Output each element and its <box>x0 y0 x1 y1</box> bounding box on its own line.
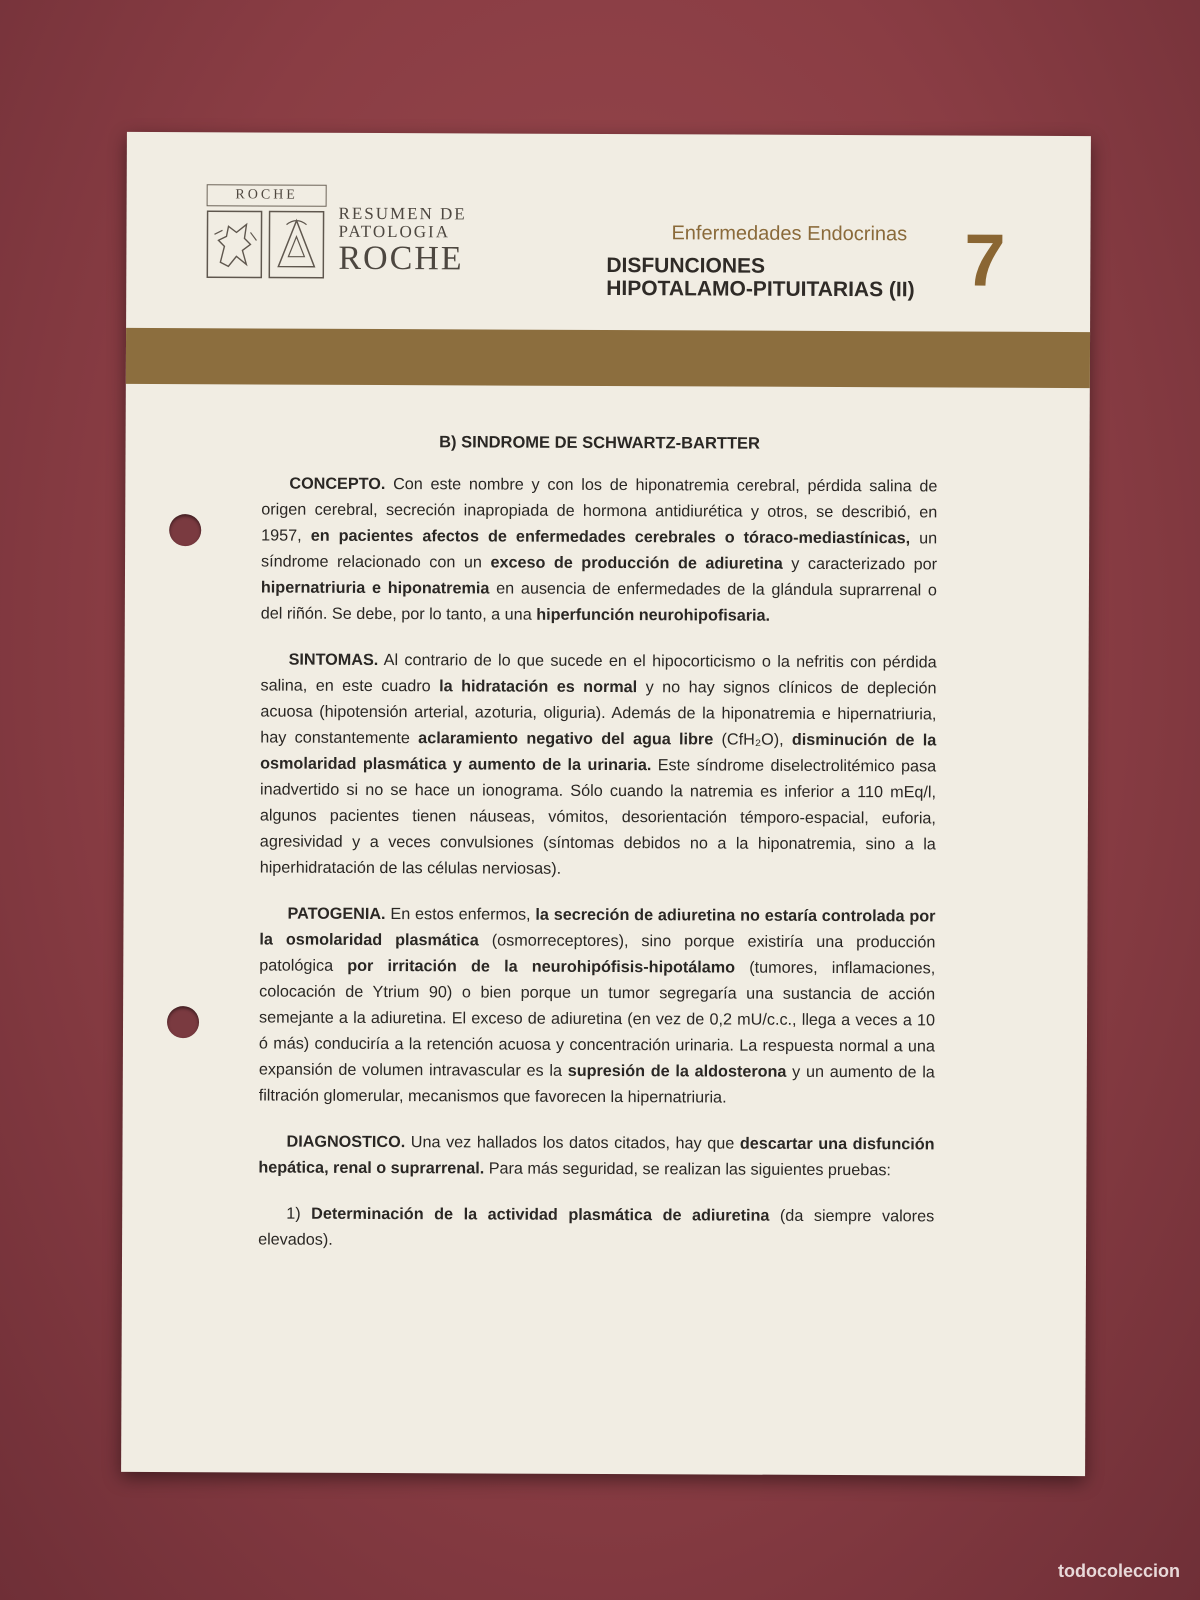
header-band <box>126 328 1090 388</box>
brand-line-3: ROCHE <box>338 239 464 278</box>
text: En estos enfermos, <box>385 905 536 924</box>
text: y no hay signos clínicos de depleción acuosa (hipotensión arterial, azoturia, oliguria). Además de la hiponatremia e hipernatriuria, hay constantemente <box>260 678 937 748</box>
item-number: 1) <box>286 1204 312 1223</box>
punch-hole-bottom <box>167 1006 199 1038</box>
document-body <box>258 428 938 1275</box>
paragraph-patogenia <box>259 900 936 1111</box>
label-diagnostico: DIAGNOSTICO. <box>286 1132 406 1152</box>
page-header <box>126 132 1091 336</box>
label-sintomas: SINTOMAS. <box>288 650 379 670</box>
text: un síndrome relacionado con un <box>261 529 938 572</box>
brand-wordmark <box>338 205 466 278</box>
text: Para más seguridad, se realizan las siguientes pruebas: <box>484 1159 891 1180</box>
bold-text: hipernatriuria e hiponatremia <box>260 578 490 598</box>
bold-text: la secreción de adiuretina no estaría controlada por la osmolaridad plasmática <box>259 905 936 950</box>
list-item-1 <box>258 1200 934 1255</box>
text: Con este nombre y con los de hiponatremia cerebral, pérdida salina de origen cerebral, secreción inapropiada de hormona antidiurética y otros, se describió, en 1957, <box>261 475 938 545</box>
paragraph-sintomas <box>260 646 937 883</box>
paragraph-concepto <box>261 470 938 629</box>
logo-top-label: ROCHE <box>207 184 327 207</box>
label-patogenia: PATOGENIA. <box>287 904 386 924</box>
watermark-credit: todocoleccion <box>1057 1561 1180 1581</box>
punch-hole-top <box>169 514 201 546</box>
text: y un aumento de la filtración glomerular, mecanismos que favorecen la hipernatriuria. <box>258 1062 935 1107</box>
bold-text: exceso de producción de adiuretina <box>490 553 783 573</box>
bold-text: por irritación de la neurohipófisis-hipotálamo <box>347 956 736 977</box>
text: y caracterizado por <box>782 554 938 574</box>
text: (da siempre valores elevados). <box>258 1206 935 1249</box>
brand-line-2: PATOLOGIA <box>338 221 451 242</box>
bold-text: hiperfunción neurohipofisaria. <box>536 605 771 625</box>
title-line-2: HIPOTALAMO-PITUITARIAS (II) <box>606 276 915 302</box>
bold-text: supresión de la aldosterona <box>567 1061 787 1081</box>
section-title: B) SINDROME DE SCHWARTZ-BARTTER <box>439 433 761 453</box>
mountain-shield-icon <box>268 211 324 279</box>
document-sheet <box>121 132 1091 1476</box>
bold-text: descartar una disfunción hepática, renal o suprarrenal. <box>258 1134 935 1178</box>
roche-logo <box>206 184 326 279</box>
label-concepto: CONCEPTO. <box>289 474 386 494</box>
text: Al contrario de lo que sucede en el hipocorticismo o la nefritis con pérdida salina, en este cuadro <box>260 651 937 696</box>
bold-text: Determinación de la actividad plasmática de adiuretina <box>311 1204 770 1225</box>
issue-number: 7 <box>964 218 1006 302</box>
category-label: Enfermedades Endocrinas <box>671 222 908 246</box>
text: (CfH₂O), <box>713 730 792 749</box>
paragraph-diagnostico <box>258 1128 934 1183</box>
bold-text: disminución de la osmolaridad plasmática y aumento de la urinaria. <box>260 730 937 775</box>
griffin-shield-icon <box>206 210 262 278</box>
text: (osmorreceptores), sino porque existiría una producción patológica <box>259 931 936 975</box>
brand-line-1: RESUMEN DE <box>338 203 467 224</box>
bold-text: en pacientes afectos de enfermedades cerebrales o tóraco-mediastínicas, <box>310 526 911 548</box>
text: Este síndrome diselectrolitémico pasa inadvertido si no se hace un ionograma. Sólo cuando la natremia es inferior a 110 mEq/l, algunos pacientes tienen náuseas, vómitos, desorientación témporo-espacial, euforia, agresividad y a veces convulsiones (síntomas debidos no a la hiponatremia, sino a la hiperhidratación de las células nerviosas). <box>259 756 937 878</box>
bold-text: aclaramiento negativo del agua libre <box>418 729 714 749</box>
text: Una vez hallados los datos citados, hay que <box>405 1133 740 1153</box>
bold-text: la hidratación es normal <box>439 677 638 697</box>
title-line-1: DISFUNCIONES <box>606 253 766 278</box>
text: (tumores, inflamaciones, colocación de Ytrium 90) o bien porque un tumor segregaría una sustancia de acción semejante a la adiuretina. El exceso de adiuretina (en vez de 0,2 mU/c.c., llega a veces a 10 ó más) conduciría a la retención acuosa y concentración urinaria. La respuesta normal a una expansión de volumen intravascular es la <box>258 958 936 1080</box>
text: en ausencia de enfermedades de la glándula suprarrenal o del riñón. Se debe, por lo tanto, a una <box>260 579 937 624</box>
